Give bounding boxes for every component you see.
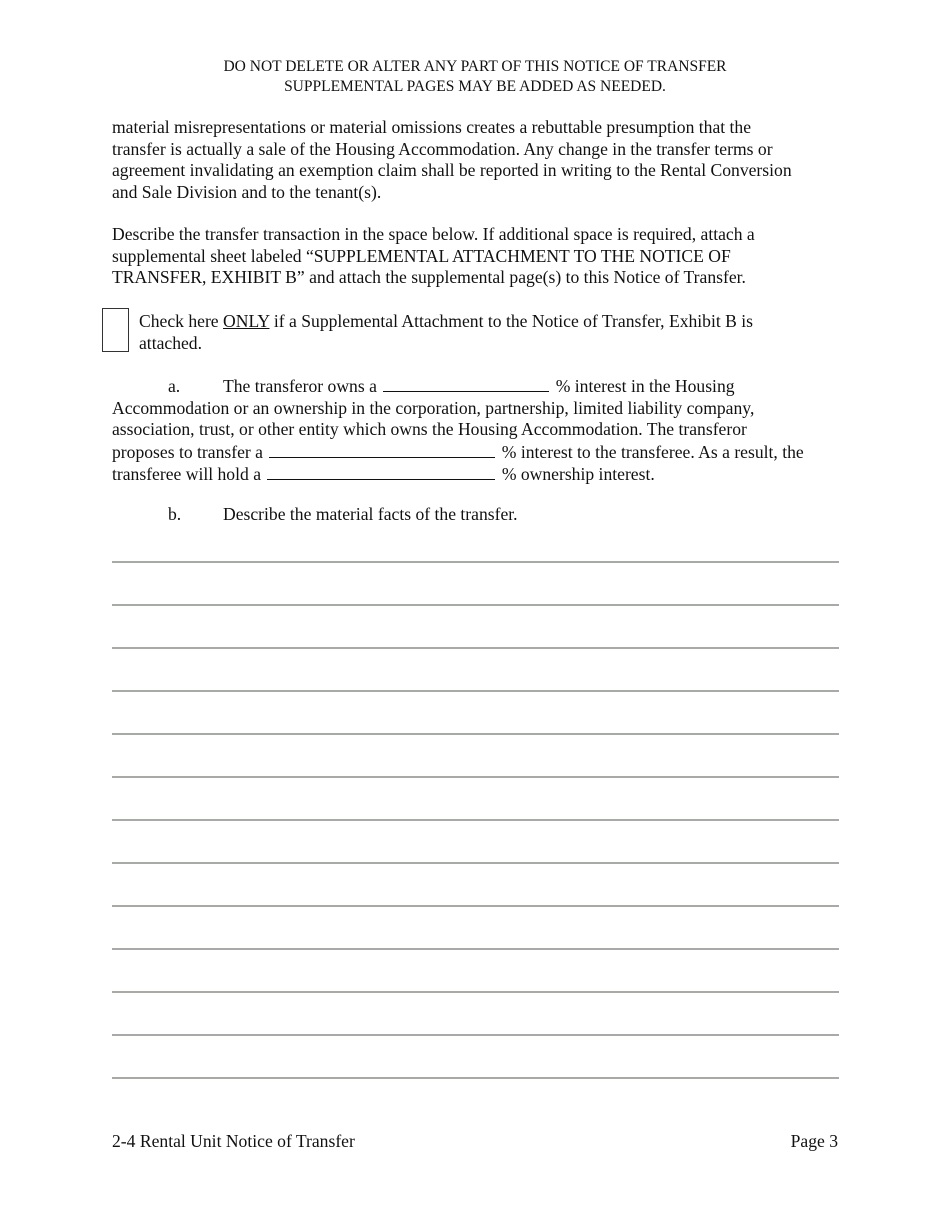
header-warning-line: DO NOT DELETE OR ALTER ANY PART OF THIS NOTICE OF TRANSFER bbox=[223, 58, 727, 75]
description-line[interactable] bbox=[112, 690, 839, 692]
item-a-line5-after: % ownership interest. bbox=[501, 464, 655, 484]
checkbox-label-emphasis: ONLY bbox=[223, 311, 270, 331]
footer-page-number: Page 3 bbox=[790, 1131, 838, 1151]
paragraph-line: and Sale Division and to the tenant(s). bbox=[112, 181, 382, 202]
description-line[interactable] bbox=[112, 948, 839, 950]
checkbox-label bbox=[139, 311, 753, 354]
transfer-interest-field[interactable] bbox=[269, 441, 495, 458]
document-header bbox=[0, 57, 950, 97]
paragraph-line: agreement invalidating an exemption claim shall be reported in writing to the Rental Conversion bbox=[112, 160, 792, 180]
item-b-text: Describe the material facts of the transfer. bbox=[223, 504, 518, 524]
item-a-line1-after: % interest in the Housing bbox=[555, 376, 735, 396]
description-line[interactable] bbox=[112, 1034, 839, 1036]
continuation-paragraph bbox=[112, 117, 842, 203]
item-b-marker: b. bbox=[168, 504, 182, 524]
item-a-marker: a. bbox=[168, 376, 181, 396]
description-line[interactable] bbox=[112, 604, 839, 606]
description-line[interactable] bbox=[112, 776, 839, 778]
description-line[interactable] bbox=[112, 819, 839, 821]
item-a-line1-before: The transferor owns a bbox=[223, 376, 377, 396]
description-line[interactable] bbox=[112, 647, 839, 649]
supplemental-attachment-checkbox[interactable] bbox=[102, 308, 129, 352]
footer-form-name: 2-4 Rental Unit Notice of Transfer bbox=[112, 1131, 355, 1151]
description-line[interactable] bbox=[112, 561, 839, 563]
description-line[interactable] bbox=[112, 733, 839, 735]
item-a-line2: Accommodation or an ownership in the corporation, partnership, limited liability company, bbox=[112, 397, 755, 418]
header-supplemental-line: SUPPLEMENTAL PAGES MAY BE ADDED AS NEEDED. bbox=[284, 78, 666, 95]
paragraph-line: material misrepresentations or material omissions creates a rebuttable presumption that the bbox=[112, 117, 752, 137]
checkbox-label-prefix: Check here bbox=[139, 311, 224, 331]
item-a-line3: association, trust, or other entity which owns the Housing Accommodation. The transferor bbox=[112, 419, 747, 439]
item-a-line4-before: proposes to transfer a bbox=[112, 441, 263, 462]
checkbox-label-suffix: if a Supplemental Attachment to the Notice of Transfer, Exhibit B is bbox=[269, 311, 754, 331]
owned-interest-field[interactable] bbox=[383, 375, 549, 392]
paragraph-line: Describe the transfer transaction in the space below. If additional space is required, attach a bbox=[112, 224, 755, 244]
paragraph-line: transfer is actually a sale of the Housing Accommodation. Any change in the transfer terms or bbox=[112, 138, 773, 159]
held-interest-field[interactable] bbox=[267, 463, 495, 480]
item-a bbox=[112, 375, 842, 486]
item-a-line4-after: % interest to the transferee. As a result, the bbox=[501, 441, 804, 462]
description-line[interactable] bbox=[112, 862, 839, 864]
checkbox-label-line2: attached. bbox=[139, 332, 203, 353]
paragraph-line: supplemental sheet labeled “SUPPLEMENTAL ATTACHMENT TO THE NOTICE OF bbox=[112, 245, 731, 266]
instructions-paragraph bbox=[112, 224, 842, 289]
description-line[interactable] bbox=[112, 905, 839, 907]
paragraph-line: TRANSFER, EXHIBIT B” and attach the supplemental page(s) to this Notice of Transfer. bbox=[112, 267, 746, 287]
item-a-line5-before: transferee will hold a bbox=[112, 464, 261, 484]
description-line[interactable] bbox=[112, 1077, 839, 1079]
description-line[interactable] bbox=[112, 991, 839, 993]
item-b bbox=[112, 504, 842, 526]
